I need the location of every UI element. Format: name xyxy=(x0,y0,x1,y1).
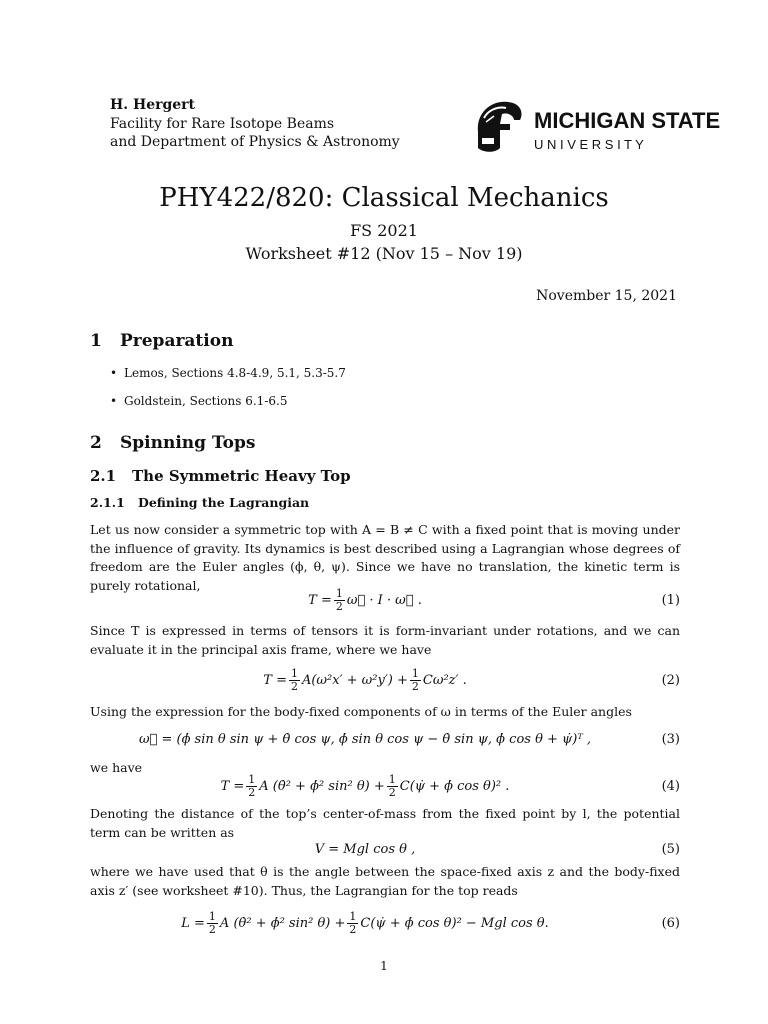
msu-logo xyxy=(470,98,721,158)
equation-rhs: C(ψ̇ + ϕ̇ cos θ)² − Mgl cos θ. xyxy=(360,915,549,931)
paragraph: where we have used that θ is the angle between the space-fixed axis z and the body-fixed axis z′ (see worksheet #10). Thus, the Lagrangian for the top reads xyxy=(90,864,680,898)
subsubsection-number: 2.1.1 xyxy=(90,495,125,510)
fraction-numerator: 1 xyxy=(388,772,396,786)
term: FS 2021 xyxy=(350,221,418,240)
list-item-text: Lemos, Sections 4.8-4.9, 5.1, 5.3-5.7 xyxy=(124,366,346,380)
equation-5 xyxy=(90,832,680,866)
equation-rhs: C(ψ̇ + ϕ̇ cos θ)² . xyxy=(399,778,510,794)
fraction-denominator: 2 xyxy=(411,679,419,693)
equation-number: (4) xyxy=(661,778,680,794)
subsection-heading xyxy=(90,467,351,485)
fraction xyxy=(246,774,257,799)
equation-number: (3) xyxy=(661,731,680,747)
subsubsection-title: Defining the Lagrangian xyxy=(138,495,310,510)
equation-rhs: ω⃗ · I · ω⃗ . xyxy=(346,592,422,608)
equation-rhs: Cω²z′ . xyxy=(422,672,467,688)
section-number: 1 xyxy=(90,331,102,351)
equation-2 xyxy=(90,663,680,697)
equation-number: (1) xyxy=(661,592,680,608)
fraction-numerator: 1 xyxy=(248,772,256,786)
logo-text-top: MICHIGAN STATE xyxy=(534,108,721,133)
affiliation-line-1: Facility for Rare Isotope Beams xyxy=(110,116,335,132)
fraction xyxy=(347,911,358,936)
fraction-numerator: 1 xyxy=(290,666,298,680)
equation-lhs: L = xyxy=(181,915,205,931)
list-item-text: Goldstein, Sections 6.1-6.5 xyxy=(124,394,288,408)
fraction-numerator: 1 xyxy=(349,909,357,923)
paragraph: Let us now consider a symmetric top with A = B ≠ C with a fixed point that is moving under the influence of gravity. Its dynamics is best described using a Lagrangian whose degrees of freedom are the Euler angles (ϕ, θ, ψ). Since we have no translation, the kinetic term is purely rotational, xyxy=(90,522,680,593)
equation-number: (2) xyxy=(661,672,680,688)
equation-term: A (θ̇² + ϕ̇² sin² θ) + xyxy=(219,915,346,931)
spartan-helmet-icon xyxy=(478,102,522,152)
section-title: Spinning Tops xyxy=(120,433,256,453)
equation-lhs: T = xyxy=(263,672,287,688)
document-date: November 15, 2021 xyxy=(536,288,677,304)
equation-6 xyxy=(90,906,680,940)
paragraph: Denoting the distance of the top’s center-of-mass from the fixed point by l, the potential term can be written as xyxy=(90,806,680,840)
paragraph: we have xyxy=(90,760,143,775)
fraction-denominator: 2 xyxy=(335,599,343,613)
fraction xyxy=(289,668,300,693)
section-1-heading xyxy=(90,331,233,351)
fraction xyxy=(410,668,421,693)
bullet-icon: • xyxy=(110,394,118,408)
equation-3 xyxy=(90,722,680,756)
fraction-numerator: 1 xyxy=(411,666,419,680)
equation-term: A(ω²x′ + ω²y′) + xyxy=(301,672,408,688)
equation-1 xyxy=(90,583,680,617)
fraction-denominator: 2 xyxy=(349,922,357,936)
logo-text-bottom: U N I V E R S I T Y xyxy=(534,137,644,152)
worksheet-line: Worksheet #12 (Nov 15 – Nov 19) xyxy=(245,244,523,263)
paragraph: Since T is expressed in terms of tensors it is form-invariant under rotations, and we can evaluate it in the principal axis frame, where we have xyxy=(90,623,680,657)
fraction-denominator: 2 xyxy=(248,785,256,799)
page-number: 1 xyxy=(380,959,388,973)
subsection-title: The Symmetric Heavy Top xyxy=(132,467,351,485)
fraction xyxy=(207,911,218,936)
equation-number: (5) xyxy=(661,841,680,857)
equation-term: A (θ̇² + ϕ̇² sin² θ) + xyxy=(259,778,385,794)
fraction xyxy=(387,774,398,799)
subsection-number: 2.1 xyxy=(90,467,117,485)
section-title: Preparation xyxy=(120,331,234,351)
equation-4 xyxy=(90,769,680,803)
equation-lhs: T = xyxy=(308,592,332,608)
document-title: PHY422/820: Classical Mechanics xyxy=(159,183,609,213)
equation-number: (6) xyxy=(661,915,680,931)
paragraph: Using the expression for the body-fixed components of ω in terms of the Euler angles xyxy=(90,704,632,719)
list-item xyxy=(110,366,346,380)
fraction-denominator: 2 xyxy=(388,785,396,799)
subsubsection-heading xyxy=(90,495,309,510)
fraction xyxy=(334,588,345,613)
bullet-icon: • xyxy=(110,366,118,380)
fraction-numerator: 1 xyxy=(208,909,216,923)
equation-text: ω⃗ = (ϕ̇ sin θ sin ψ + θ̇ cos ψ, ϕ̇ sin θ cos ψ − θ̇ sin ψ, ϕ̇ cos θ + ψ̇)ᵀ , xyxy=(138,731,592,747)
affiliation-line-2: and Department of Physics & Astronomy xyxy=(110,134,400,150)
fraction-denominator: 2 xyxy=(208,922,216,936)
list-item xyxy=(110,394,287,408)
fraction-denominator: 2 xyxy=(290,679,298,693)
equation-text: V = Mgl cos θ , xyxy=(314,841,416,857)
section-number: 2 xyxy=(90,433,102,453)
section-2-heading xyxy=(90,433,255,453)
fraction-numerator: 1 xyxy=(335,586,343,600)
author-name: H. Hergert xyxy=(110,97,196,113)
equation-lhs: T = xyxy=(220,778,245,794)
